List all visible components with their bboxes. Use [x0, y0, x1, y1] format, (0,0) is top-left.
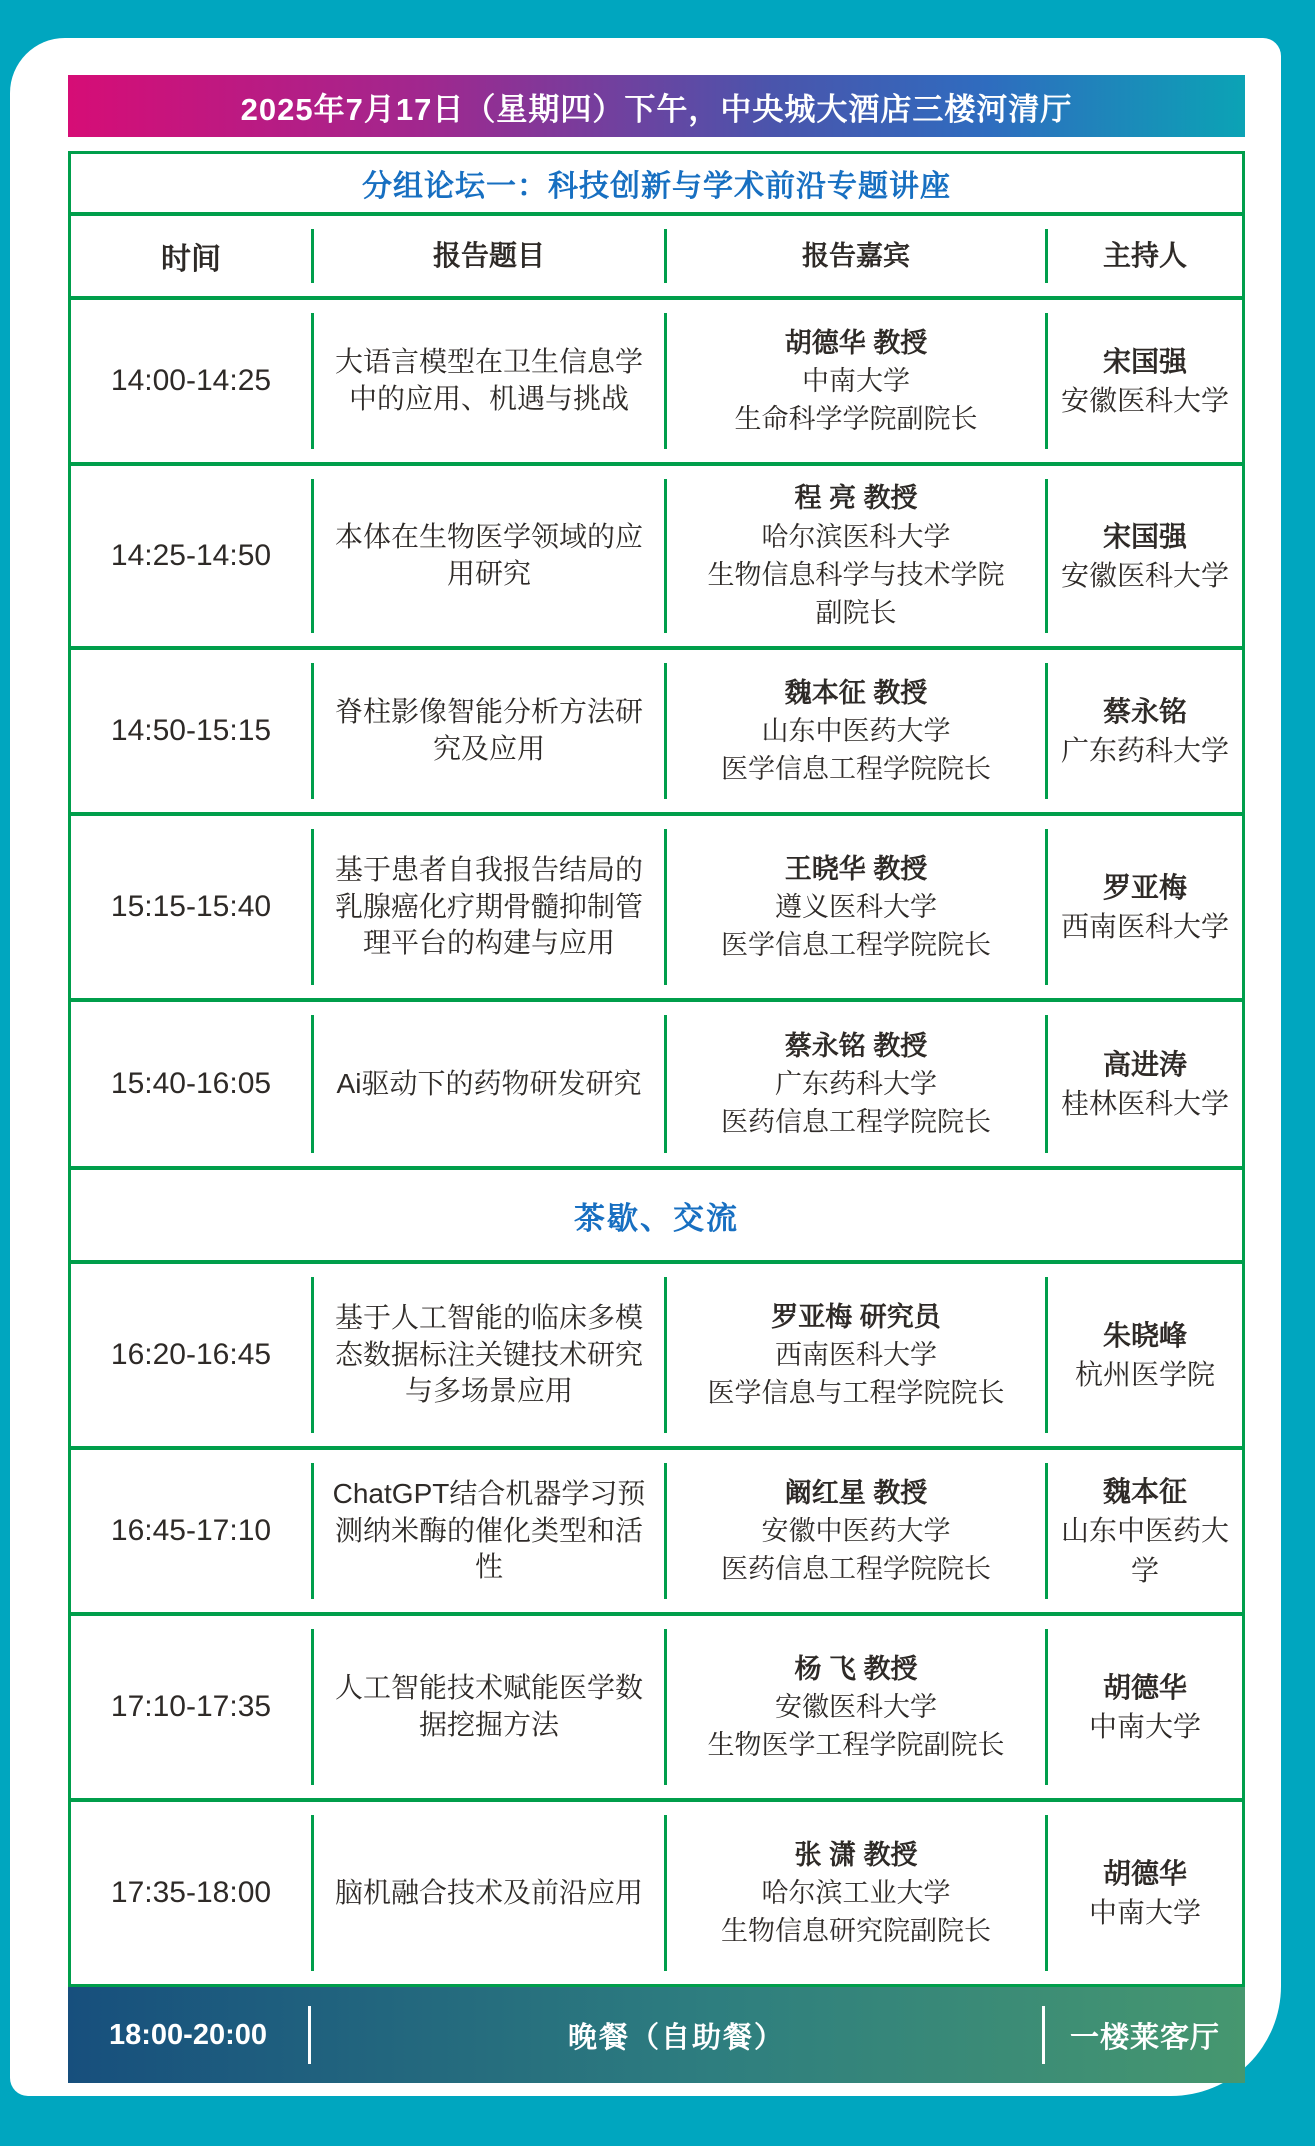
- session-time: 14:25-14:50: [110, 539, 272, 572]
- session-topic: 脊柱影像智能分析方法研究及应用: [334, 696, 643, 764]
- column-header-host: 主持人: [1102, 240, 1187, 272]
- host-org: 杭州医学院: [1074, 1359, 1215, 1390]
- dinner-label: 晚餐（自助餐）: [567, 2021, 785, 2054]
- speaker-org: 遵义医科大学: [775, 891, 937, 922]
- session-host: [1048, 1316, 1242, 1394]
- speaker-title-extra: 副院长: [815, 598, 897, 629]
- table-row-1: [71, 296, 1242, 462]
- host-name: 朱晓峰: [1102, 1319, 1187, 1351]
- session-time: 17:35-18:00: [110, 1876, 272, 1909]
- dinner-time: 18:00-20:00: [109, 2018, 267, 2051]
- session-speaker: [667, 1474, 1045, 1589]
- session-topic: Ai驱动下的药物研发研究: [336, 1067, 642, 1099]
- tea-break-label: 茶歇、交流: [574, 1200, 739, 1236]
- session-speaker: [667, 1650, 1045, 1765]
- host-org: 中南大学: [1088, 1711, 1201, 1742]
- speaker-name: 罗亚梅 研究员: [771, 1301, 941, 1332]
- forum-title-row: [71, 154, 1242, 212]
- host-name: 蔡永铭: [1102, 695, 1187, 727]
- host-org: 西南医科大学: [1060, 911, 1229, 942]
- session-host: [1048, 1472, 1242, 1590]
- session-speaker: [667, 1298, 1045, 1413]
- table-row-9: [71, 1798, 1242, 1984]
- session-host: [1048, 1045, 1242, 1123]
- session-topic: 脑机融合技术及前沿应用: [334, 1876, 643, 1908]
- host-name: 魏本征: [1102, 1476, 1187, 1508]
- session-topic: ChatGPT结合机器学习预测纳米酶的催化类型和活性: [332, 1477, 646, 1583]
- speaker-org: 西南医科大学: [775, 1339, 937, 1370]
- host-org: 山东中医药大学: [1060, 1515, 1229, 1586]
- table-row-4: [71, 812, 1242, 998]
- schedule-card: [10, 38, 1281, 2096]
- schedule-table: [68, 151, 1245, 1987]
- host-name: 宋国强: [1102, 520, 1187, 552]
- speaker-title: 医学信息与工程学院院长: [707, 1378, 1005, 1409]
- session-host: [1048, 692, 1242, 770]
- session-time: 16:20-16:45: [110, 1338, 272, 1371]
- speaker-title: 生物信息研究院副院长: [721, 1916, 991, 1947]
- session-host: [1048, 1854, 1242, 1932]
- speaker-name: 魏本征 教授: [784, 677, 928, 708]
- session-topic: 基于人工智能的临床多模态数据标注关键技术研究与多场景应用: [334, 1301, 643, 1407]
- speaker-name: 胡德华 教授: [784, 327, 928, 358]
- host-org: 广东药科大学: [1060, 735, 1229, 766]
- session-time: 17:10-17:35: [110, 1690, 272, 1723]
- speaker-title: 生命科学学院副院长: [734, 404, 978, 435]
- session-speaker: [667, 1027, 1045, 1142]
- speaker-name: 王晓华 教授: [784, 853, 928, 884]
- forum-title: 分组论坛一：科技创新与学术前沿专题讲座: [362, 170, 951, 203]
- session-host: [1048, 1668, 1242, 1746]
- speaker-org: 哈尔滨工业大学: [761, 1877, 951, 1908]
- host-org: 中南大学: [1088, 1897, 1201, 1928]
- speaker-name: 张 潇 教授: [794, 1839, 918, 1870]
- session-host: [1048, 517, 1242, 595]
- session-topic: 本体在生物医学领域的应用研究: [334, 521, 643, 589]
- session-speaker: [667, 850, 1045, 965]
- host-name: 胡德华: [1102, 1857, 1187, 1889]
- speaker-org: 安徽医科大学: [775, 1691, 937, 1722]
- speaker-org: 哈尔滨医科大学: [761, 521, 951, 552]
- session-time: 14:00-14:25: [110, 364, 272, 397]
- speaker-name: 蔡永铭 教授: [784, 1030, 928, 1061]
- table-row-5: [71, 998, 1242, 1166]
- tea-break-row: [71, 1166, 1242, 1260]
- speaker-title: 医学信息工程学院院长: [721, 754, 991, 785]
- speaker-name: 程 亮 教授: [794, 483, 918, 514]
- table-row-2: [71, 462, 1242, 646]
- session-time: 14:50-15:15: [110, 714, 272, 747]
- table-row-3: [71, 646, 1242, 812]
- session-host: [1048, 342, 1242, 420]
- date-venue-text: 2025年7月17日（星期四）下午，中央城大酒店三楼河清厅: [240, 91, 1073, 127]
- session-time: 16:45-17:10: [110, 1514, 272, 1547]
- session-speaker: [667, 324, 1045, 439]
- dinner-location: 一楼莱客厅: [1069, 2021, 1220, 2054]
- date-venue-banner: [68, 75, 1245, 137]
- host-name: 胡德华: [1102, 1671, 1187, 1703]
- column-header-time: 时间: [161, 243, 221, 276]
- host-org: 桂林医科大学: [1060, 1088, 1229, 1119]
- speaker-title: 生物医学工程学院副院长: [707, 1730, 1005, 1761]
- column-header-speaker: 报告嘉宾: [802, 240, 910, 271]
- table-header-row: [71, 212, 1242, 296]
- session-time: 15:40-16:05: [110, 1067, 272, 1100]
- speaker-name: 杨 飞 教授: [794, 1653, 918, 1684]
- table-row-8: [71, 1612, 1242, 1798]
- speaker-title: 生物信息科学与技术学院: [707, 560, 1005, 590]
- session-speaker: [667, 674, 1045, 789]
- dinner-row: [68, 1987, 1245, 2083]
- speaker-title: 医药信息工程学院院长: [721, 1107, 991, 1138]
- session-topic: 基于患者自我报告结局的乳腺癌化疗期骨髓抑制管理平台的构建与应用: [334, 853, 643, 959]
- speaker-org: 安徽中医药大学: [761, 1515, 951, 1546]
- session-topic: 人工智能技术赋能医学数据挖掘方法: [334, 1672, 643, 1740]
- session-topic: 大语言模型在卫生信息学中的应用、机遇与挑战: [334, 346, 643, 414]
- speaker-org: 中南大学: [802, 365, 910, 396]
- session-time: 15:15-15:40: [110, 890, 272, 923]
- speaker-title: 医药信息工程学院院长: [721, 1554, 991, 1585]
- host-org: 安徽医科大学: [1060, 385, 1229, 416]
- host-name: 宋国强: [1102, 345, 1187, 377]
- session-speaker: [667, 1836, 1045, 1951]
- table-row-6: [71, 1260, 1242, 1446]
- host-org: 安徽医科大学: [1060, 560, 1229, 591]
- host-name: 罗亚梅: [1102, 871, 1187, 903]
- table-row-7: [71, 1446, 1242, 1612]
- speaker-name: 阚红星 教授: [784, 1477, 928, 1508]
- session-host: [1048, 868, 1242, 946]
- session-speaker: [667, 479, 1045, 632]
- speaker-title: 医学信息工程学院院长: [721, 930, 991, 961]
- speaker-org: 山东中医药大学: [761, 715, 951, 746]
- column-header-topic: 报告题目: [432, 239, 545, 271]
- speaker-org: 广东药科大学: [775, 1068, 937, 1099]
- host-name: 高进涛: [1102, 1048, 1187, 1080]
